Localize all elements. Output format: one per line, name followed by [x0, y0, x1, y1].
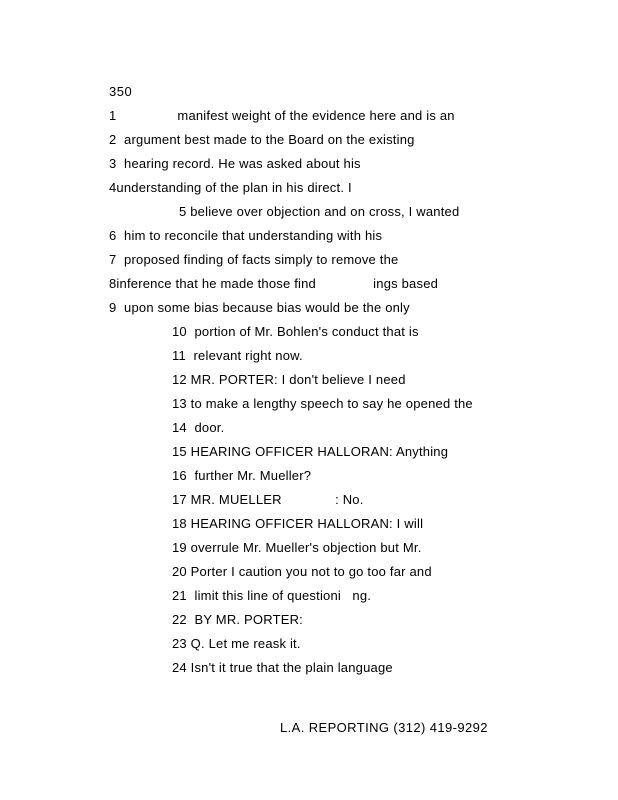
- transcript-line-11: 11 relevant right now.: [172, 348, 303, 363]
- transcript-line-7: 7 proposed finding of facts simply to remove the: [109, 252, 399, 267]
- transcript-line-4: 4understanding of the plan in his direct. I: [109, 180, 352, 195]
- transcript-line-19: 19 overrule Mr. Mueller's objection but Mr.: [172, 540, 422, 555]
- transcript-line-14: 14 door.: [172, 420, 225, 435]
- transcript-line-12: 12 MR. PORTER: I don't believe I need: [172, 372, 406, 387]
- transcript-line-21: 21 limit this line of questioni ng.: [172, 588, 372, 603]
- transcript-line-18: 18 HEARING OFFICER HALLORAN: I will: [172, 516, 424, 531]
- transcript-line-15: 15 HEARING OFFICER HALLORAN: Anything: [172, 444, 449, 459]
- transcript-line-2: 2 argument best made to the Board on the existing: [109, 132, 415, 147]
- transcript-line-22: 22 BY MR. PORTER:: [172, 612, 303, 627]
- transcript-line-20: 20 Porter I caution you not to go too far and: [172, 564, 432, 579]
- transcript-line-6: 6 him to reconcile that understanding with his: [109, 228, 383, 243]
- transcript-line-5: 5 believe over objection and on cross, I wanted: [179, 204, 460, 219]
- transcript-line-13: 13 to make a lengthy speech to say he opened the: [172, 396, 473, 411]
- transcript-line-24: 24 Isn't it true that the plain language: [172, 660, 393, 675]
- transcript-line-16: 16 further Mr. Mueller?: [172, 468, 312, 483]
- transcript-line-1: 1 manifest weight of the evidence here and is an: [109, 108, 455, 123]
- transcript-line-8: 8inference that he made those find ings based: [109, 276, 439, 291]
- page-number: 350: [109, 84, 133, 99]
- transcript-line-9: 9 upon some bias because bias would be the only: [109, 300, 410, 315]
- transcript-line-23: 23 Q. Let me reask it.: [172, 636, 301, 651]
- transcript-line-3: 3 hearing record. He was asked about his: [109, 156, 361, 171]
- transcript-line-17: 17 MR. MUELLER : No.: [172, 492, 364, 507]
- footer-reporter: L.A. REPORTING (312) 419-9292: [280, 720, 488, 735]
- transcript-line-10: 10 portion of Mr. Bohlen's conduct that is: [172, 324, 419, 339]
